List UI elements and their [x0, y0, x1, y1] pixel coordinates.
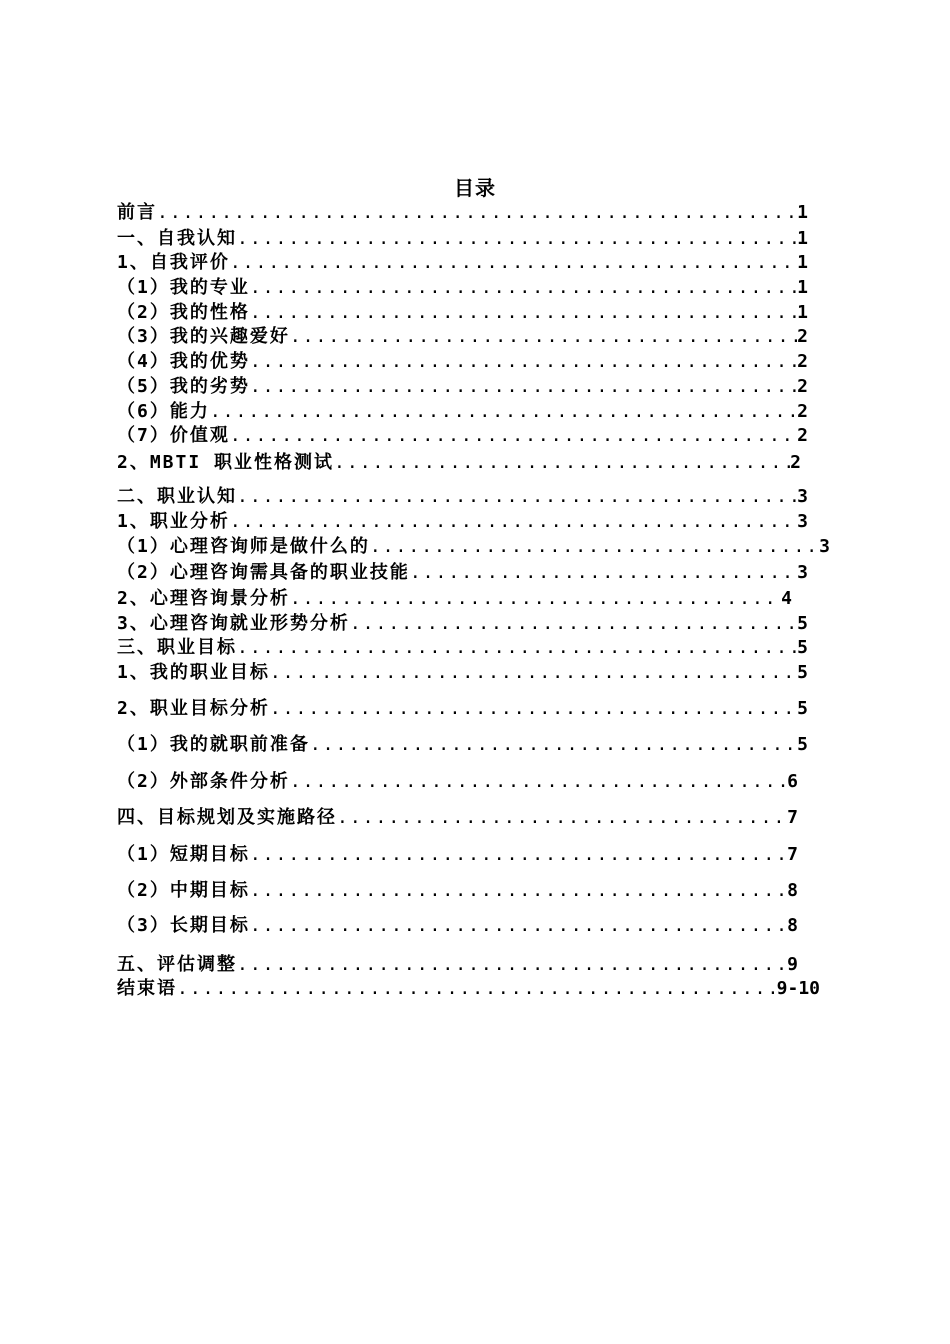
toc-entry-my-career-goal — [117, 658, 808, 684]
toc-entry-page: 5 — [797, 698, 808, 719]
toc-leader-dots — [310, 734, 797, 755]
toc-entry-page: 1 — [797, 302, 808, 323]
toc-leader-dots — [290, 771, 787, 792]
toc-leader-dots — [370, 536, 819, 557]
toc-entry-career-goals — [117, 633, 808, 659]
toc-leader-dots — [337, 807, 787, 828]
toc-entry-label: （2）我的性格 — [117, 302, 250, 323]
toc-entry-label: （1）心理咨询师是做什么的 — [117, 536, 370, 557]
toc-leader-dots — [250, 844, 787, 865]
toc-entry-external-conditions — [117, 767, 798, 793]
toc-entry-label: （1）我的专业 — [117, 277, 250, 298]
toc-entry-label: 1、自我评价 — [117, 252, 230, 273]
toc-leader-dots — [270, 662, 797, 683]
toc-entry-page: 7 — [787, 844, 798, 865]
toc-leader-dots — [250, 351, 797, 372]
toc-entry-page: 2 — [797, 401, 808, 422]
toc-entry-label: 2、心理咨询景分析 — [117, 588, 290, 609]
toc-entry-page: 5 — [797, 613, 808, 634]
toc-leader-dots — [250, 880, 787, 901]
toc-entry-label: 四、目标规划及实施路径 — [117, 807, 337, 828]
toc-entry-label: （1）我的就职前准备 — [117, 734, 310, 755]
toc-entry-short-term-goal — [117, 840, 798, 866]
toc-leader-dots — [290, 588, 781, 609]
toc-entry-label: （7）价值观 — [117, 425, 230, 446]
toc-entry-page: 2 — [797, 376, 808, 397]
toc-entry-label: （1）短期目标 — [117, 844, 250, 865]
toc-leader-dots — [230, 425, 797, 446]
toc-entry-page: 3 — [797, 486, 808, 507]
toc-entry-label: （3）长期目标 — [117, 915, 250, 936]
toc-entry-label: 2、MBTI 职业性格测试 — [117, 452, 335, 473]
toc-entry-weaknesses — [117, 372, 808, 398]
toc-entry-page: 3 — [819, 536, 830, 557]
toc-leader-dots — [230, 511, 797, 532]
toc-title: 目录 — [454, 176, 496, 200]
toc-leader-dots — [210, 401, 797, 422]
toc-entry-label: 1、职业分析 — [117, 511, 230, 532]
toc-entry-page: 5 — [797, 637, 808, 658]
toc-leader-dots — [250, 915, 787, 936]
toc-entry-pre-job-preparation — [117, 730, 808, 756]
toc-entry-label: （4）我的优势 — [117, 351, 250, 372]
toc-entry-goal-analysis — [117, 694, 808, 720]
toc-entry-self-cognition — [117, 224, 808, 250]
toc-entry-counselor-skills — [117, 558, 808, 584]
toc-entry-label: 1、我的职业目标 — [117, 662, 270, 683]
toc-entry-label: （2）心理咨询需具备的职业技能 — [117, 562, 410, 583]
toc-leader-dots — [250, 302, 797, 323]
toc-leader-dots — [334, 452, 790, 473]
toc-leader-dots — [237, 954, 787, 975]
toc-entry-goal-planning — [117, 803, 798, 829]
toc-leader-dots — [157, 202, 797, 223]
toc-entry-page: 2 — [797, 351, 808, 372]
toc-entry-career-cognition — [117, 482, 808, 508]
toc-leader-dots — [290, 326, 797, 347]
toc-entry-preface — [117, 198, 808, 224]
toc-entry-label: （3）我的兴趣爱好 — [117, 326, 290, 347]
toc-entry-label: （2）中期目标 — [117, 880, 250, 901]
toc-entry-page: 8 — [787, 880, 798, 901]
toc-entry-counseling-outlook — [117, 584, 792, 610]
toc-entry-label: 结束语 — [117, 978, 177, 999]
toc-leader-dots — [270, 698, 797, 719]
toc-entry-page: 8 — [787, 915, 798, 936]
toc-entry-page: 9-10 — [776, 978, 820, 999]
toc-entry-page: 2 — [790, 452, 801, 473]
toc-entry-label: （2）外部条件分析 — [117, 771, 290, 792]
toc-entry-personality — [117, 298, 808, 324]
toc-entry-page: 1 — [797, 228, 808, 249]
toc-leader-dots — [250, 277, 797, 298]
toc-entry-long-term-goal — [117, 911, 798, 937]
toc-entry-career-analysis — [117, 507, 808, 533]
toc-leader-dots — [410, 562, 797, 583]
toc-entry-conclusion — [117, 974, 820, 1000]
toc-entry-page: 3 — [797, 562, 808, 583]
toc-entry-page: 4 — [781, 588, 792, 609]
toc-entry-page: 1 — [797, 277, 808, 298]
toc-leader-dots — [237, 637, 797, 658]
toc-leader-dots — [177, 978, 777, 999]
toc-leader-dots — [250, 376, 797, 397]
toc-leader-dots — [230, 252, 797, 273]
toc-entry-page: 5 — [797, 734, 808, 755]
toc-entry-label: 2、职业目标分析 — [117, 698, 270, 719]
toc-entry-employment-situation — [117, 609, 808, 635]
toc-entry-abilities — [117, 397, 808, 423]
toc-entry-label: 一、自我认知 — [117, 228, 237, 249]
toc-entry-label: （6）能力 — [117, 401, 210, 422]
toc-entry-page: 1 — [797, 202, 808, 223]
toc-entry-page: 3 — [797, 511, 808, 532]
toc-entry-page: 6 — [787, 771, 798, 792]
toc-entry-mbti — [117, 448, 801, 474]
toc-entry-self-evaluation — [117, 248, 808, 274]
toc-entry-values — [117, 421, 808, 447]
toc-entry-page: 2 — [797, 326, 808, 347]
toc-entry-strengths — [117, 347, 808, 373]
toc-leader-dots — [237, 486, 797, 507]
toc-entry-label: （5）我的劣势 — [117, 376, 250, 397]
toc-entry-label: 二、职业认知 — [117, 486, 237, 507]
toc-entry-counselor-work — [117, 532, 830, 558]
toc-entry-label: 前言 — [117, 202, 157, 223]
toc-leader-dots — [350, 613, 797, 634]
toc-entry-label: 五、评估调整 — [117, 954, 237, 975]
toc-entry-page: 1 — [797, 252, 808, 273]
toc-entry-page: 5 — [797, 662, 808, 683]
toc-entry-page: 7 — [787, 807, 798, 828]
toc-entry-page: 9 — [787, 954, 798, 975]
toc-entry-mid-term-goal — [117, 876, 798, 902]
toc-entry-label: 三、职业目标 — [117, 637, 237, 658]
toc-entry-evaluation-adjustment — [117, 950, 798, 976]
toc-entry-label: 3、心理咨询就业形势分析 — [117, 613, 350, 634]
toc-leader-dots — [237, 228, 797, 249]
toc-entry-major — [117, 273, 808, 299]
toc-entry-interests — [117, 322, 808, 348]
toc-entry-page: 2 — [797, 425, 808, 446]
